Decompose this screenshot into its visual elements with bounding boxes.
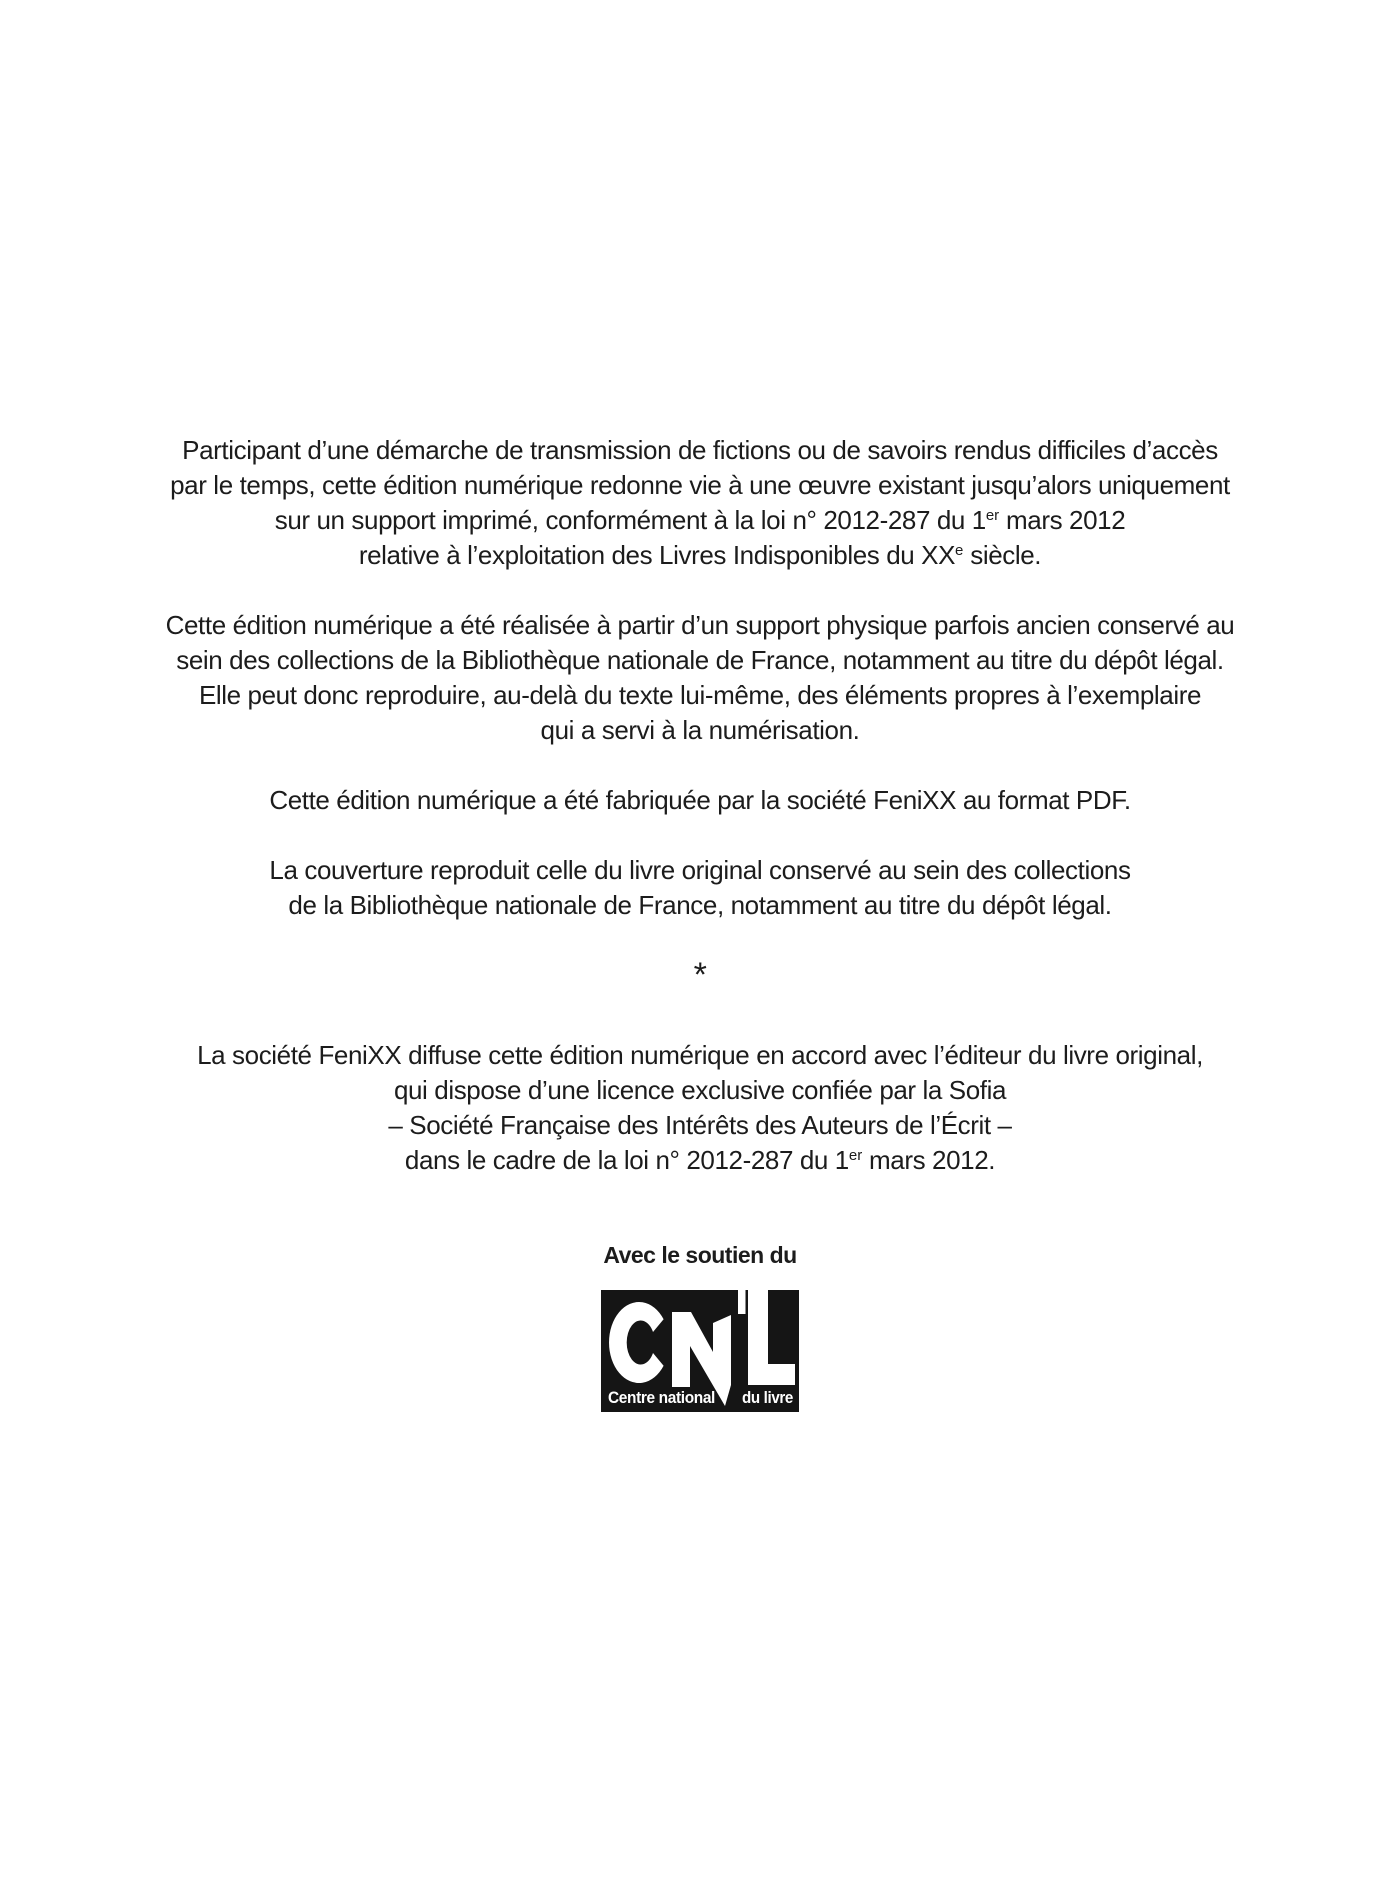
superscript-ordinal: e — [955, 542, 964, 559]
cnl-logo — [601, 1290, 799, 1412]
text-line: de la Bibliothèque nationale de France, notamment au titre du dépôt légal. — [288, 890, 1112, 920]
legal-paragraph-bnf-source — [0, 608, 1400, 748]
cnl-caption-right: du livre — [742, 1388, 793, 1407]
cnl-caption-left: Centre national — [608, 1388, 715, 1407]
support-label: Avec le soutien du — [603, 1242, 797, 1268]
text-line: sein des collections de la Bibliothèque nationale de France, notamment au titre du dépôt légal. — [176, 645, 1224, 675]
text-line: Participant d’une démarche de transmission de fictions ou de savoirs rendus difficiles d’accès — [182, 435, 1218, 465]
text-line: Elle peut donc reproduire, au-delà du texte lui-même, des éléments propres à l’exemplaire — [198, 680, 1202, 710]
text-segment: dans le cadre de la loi n° 2012-287 du 1 — [404, 1145, 849, 1175]
cnl-top-notch — [738, 1290, 746, 1314]
superscript-ordinal: er — [848, 1147, 863, 1164]
legal-paragraph-fenixx-pdf — [0, 783, 1400, 818]
text-line: qui dispose d’une licence exclusive confiée par la Sofia — [393, 1075, 1007, 1105]
text-line: – Société Française des Intérêts des Auteurs de l’Écrit – — [388, 1110, 1012, 1140]
text-line — [0, 1143, 1400, 1178]
legal-paragraph-diffusion — [0, 1038, 1400, 1178]
section-separator-asterisk: * — [693, 956, 707, 994]
text-line: qui a servi à la numérisation. — [540, 715, 860, 745]
text-line: La société FeniXX diffuse cette édition numérique en accord avec l’éditeur du livre original, — [197, 1040, 1203, 1070]
text-line — [0, 538, 1400, 573]
text-line: La couverture reproduit celle du livre original conservé au sein des collections — [269, 855, 1131, 885]
support-block — [0, 1240, 1400, 1412]
text-segment: sur un support imprimé, conformément à la loi n° 2012-287 du 1 — [274, 505, 986, 535]
text-line — [0, 503, 1400, 538]
text-segment: mars 2012. — [862, 1145, 996, 1175]
text-line: Cette édition numérique a été réalisée à partir d’un support physique parfois ancien conservé au — [165, 610, 1235, 640]
text-segment: siècle. — [963, 540, 1042, 570]
legal-paragraph-transmission — [0, 433, 1400, 573]
legal-paragraph-cover — [0, 853, 1400, 923]
superscript-ordinal: er — [985, 507, 1000, 524]
cnl-logo-wrap — [0, 1290, 1400, 1412]
text-line: par le temps, cette édition numérique redonne vie à une œuvre existant jusqu’alors uniquement — [170, 470, 1230, 500]
text-segment: mars 2012 — [999, 505, 1126, 535]
text-line: Cette édition numérique a été fabriquée par la société FeniXX au format PDF. — [269, 785, 1131, 815]
text-segment: relative à l’exploitation des Livres Indisponibles du XX — [358, 540, 956, 570]
